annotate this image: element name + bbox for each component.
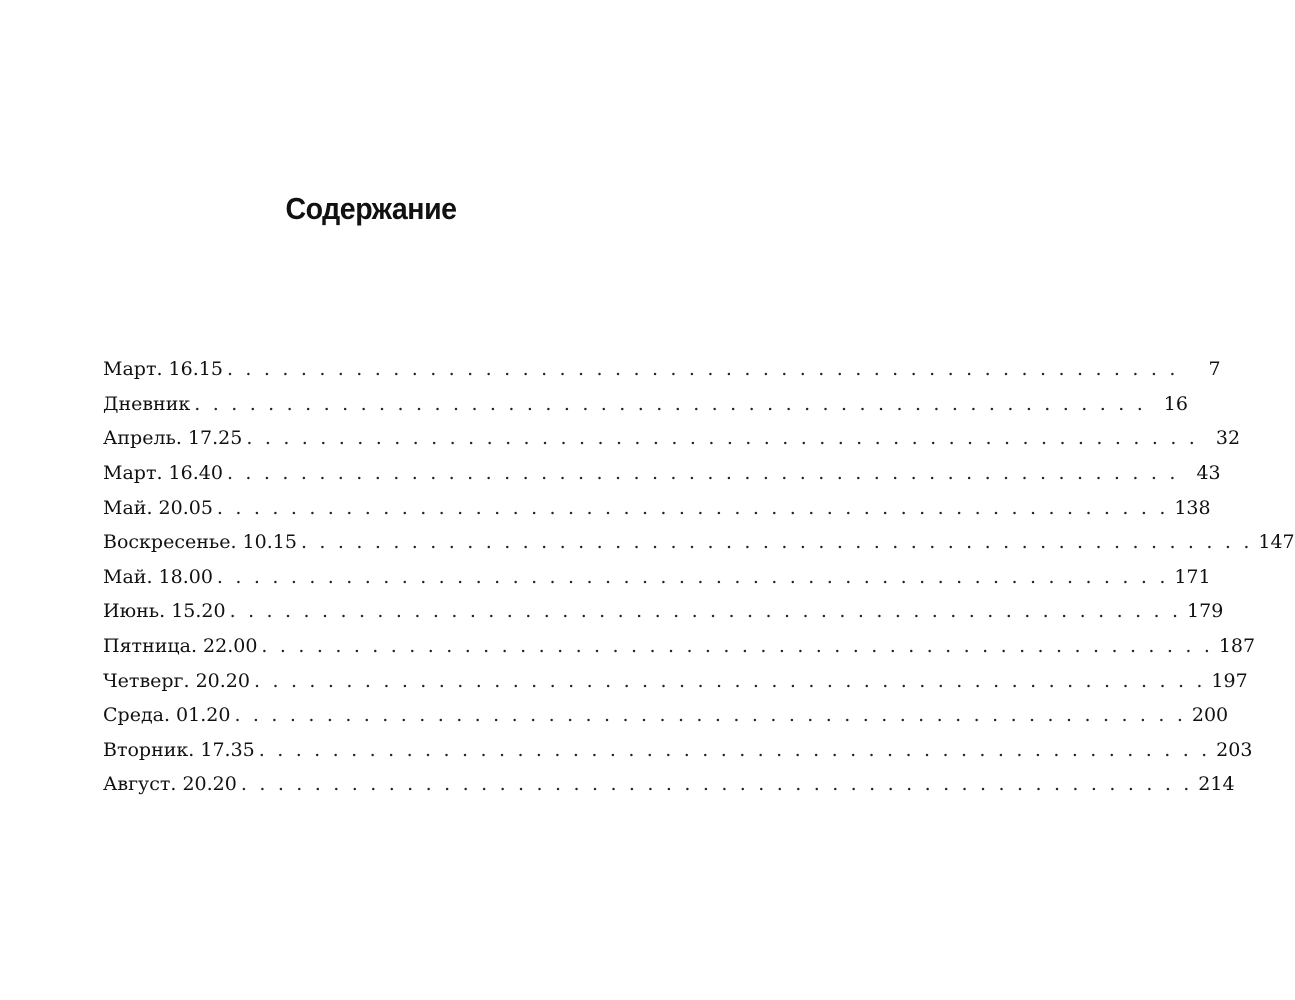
toc-entry-page-number: 16 [1163,392,1188,415]
dot-leader: . . . . . . . . . . . . . . . . . . . . . . . . . . . . . . . . . . . . . . . . . . . . . . . . . . . . [253,669,1206,692]
dot-leader: . . . . . . . . . . . . . . . . . . . . . . . . . . . . . . . . . . . . . . . . . . . . . . . . . . . . [300,531,1253,554]
toc-entry-title: Воскресенье. 10.15 [103,531,297,554]
dot-leader: . . . . . . . . . . . . . . . . . . . . . . . . . . . . . . . . . . . . . . . . . . . . . . . . . . . . [261,635,1214,658]
toc-entry[interactable] [103,560,1211,595]
dot-leader: . . . . . . . . . . . . . . . . . . . . . . . . . . . . . . . . . . . . . . . . . . . . . . . . . . . . [258,738,1211,761]
page-title: Содержание [285,190,457,226]
toc-entry-title: Дневник [103,392,191,415]
toc-entry-title: Вторник. 17.35 [103,738,255,761]
toc-entry-page-number: 203 [1216,738,1253,761]
toc-entry[interactable] [103,525,1295,560]
toc-entry-title: Май. 18.00 [103,565,213,588]
dot-leader: . . . . . . . . . . . . . . . . . . . . . . . . . . . . . . . . . . . . . . . . . . . . . . . . . . . . [240,773,1193,796]
dot-leader: . . . . . . . . . . . . . . . . . . . . . . . . . . . . . . . . . . . . . . . . . . . . . . . . . . . . [194,392,1146,415]
dot-leader: . . . . . . . . . . . . . . . . . . . . . . . . . . . . . . . . . . . . . . . . . . . . . . . . . . . . [234,704,1187,727]
toc-entry-page-number: 171 [1174,565,1211,588]
toc-entry-title: Четверг. 20.20 [103,669,250,692]
toc-entry[interactable] [103,456,1221,491]
toc-entry-title: Май. 20.05 [103,496,213,519]
toc-entry-title: Август. 20.20 [103,773,237,796]
toc-entry-page-number: 187 [1218,635,1256,658]
dot-leader: . . . . . . . . . . . . . . . . . . . . . . . . . . . . . . . . . . . . . . . . . . . . . . . . . . . . [226,358,1179,381]
toc-entry[interactable] [103,387,1188,422]
toc-entry-title: Март. 16.40 [103,462,223,485]
toc-entry-title: Пятница. 22.00 [103,635,258,658]
toc-entry-page-number: 32 [1215,427,1241,450]
dot-leader: . . . . . . . . . . . . . . . . . . . . . . . . . . . . . . . . . . . . . . . . . . . . . . . . . . . . [229,600,1182,623]
toc-entry-page-number: 147 [1258,531,1295,554]
toc-entry[interactable] [103,663,1248,698]
toc-entry-title: Апрель. 17.25 [103,427,243,450]
toc-entry[interactable] [103,490,1211,525]
toc-entry-page-number: 214 [1198,773,1235,796]
toc-entry-page-number: 7 [1208,358,1221,381]
toc-entry-page-number: 179 [1187,600,1224,623]
toc-entry-page-number: 138 [1174,496,1211,519]
toc-entry[interactable] [103,594,1224,629]
toc-entry[interactable] [103,767,1235,802]
toc-entry[interactable] [103,421,1241,456]
dot-leader: . . . . . . . . . . . . . . . . . . . . . . . . . . . . . . . . . . . . . . . . . . . . . . . . . . . . [216,496,1169,519]
toc-entry-title: Среда. 01.20 [103,704,231,727]
toc-entry[interactable] [103,352,1221,387]
toc-entry-title: Июнь. 15.20 [103,600,226,623]
toc-entry-page-number: 43 [1196,462,1221,485]
toc-entry-page-number: 200 [1191,704,1229,727]
toc-entry-page-number: 197 [1211,669,1248,692]
dot-leader: . . . . . . . . . . . . . . . . . . . . . . . . . . . . . . . . . . . . . . . . . . . . . . . . . . . . [216,565,1169,588]
table-of-contents [103,352,1295,802]
dot-leader: . . . . . . . . . . . . . . . . . . . . . . . . . . . . . . . . . . . . . . . . . . . . . . . . . . . . [246,427,1199,450]
dot-leader: . . . . . . . . . . . . . . . . . . . . . . . . . . . . . . . . . . . . . . . . . . . . . . . . . . . . [226,462,1179,485]
toc-entry-title: Март. 16.15 [103,358,223,381]
toc-entry[interactable] [103,698,1229,733]
toc-entry[interactable] [103,733,1253,768]
toc-entry[interactable] [103,629,1256,664]
